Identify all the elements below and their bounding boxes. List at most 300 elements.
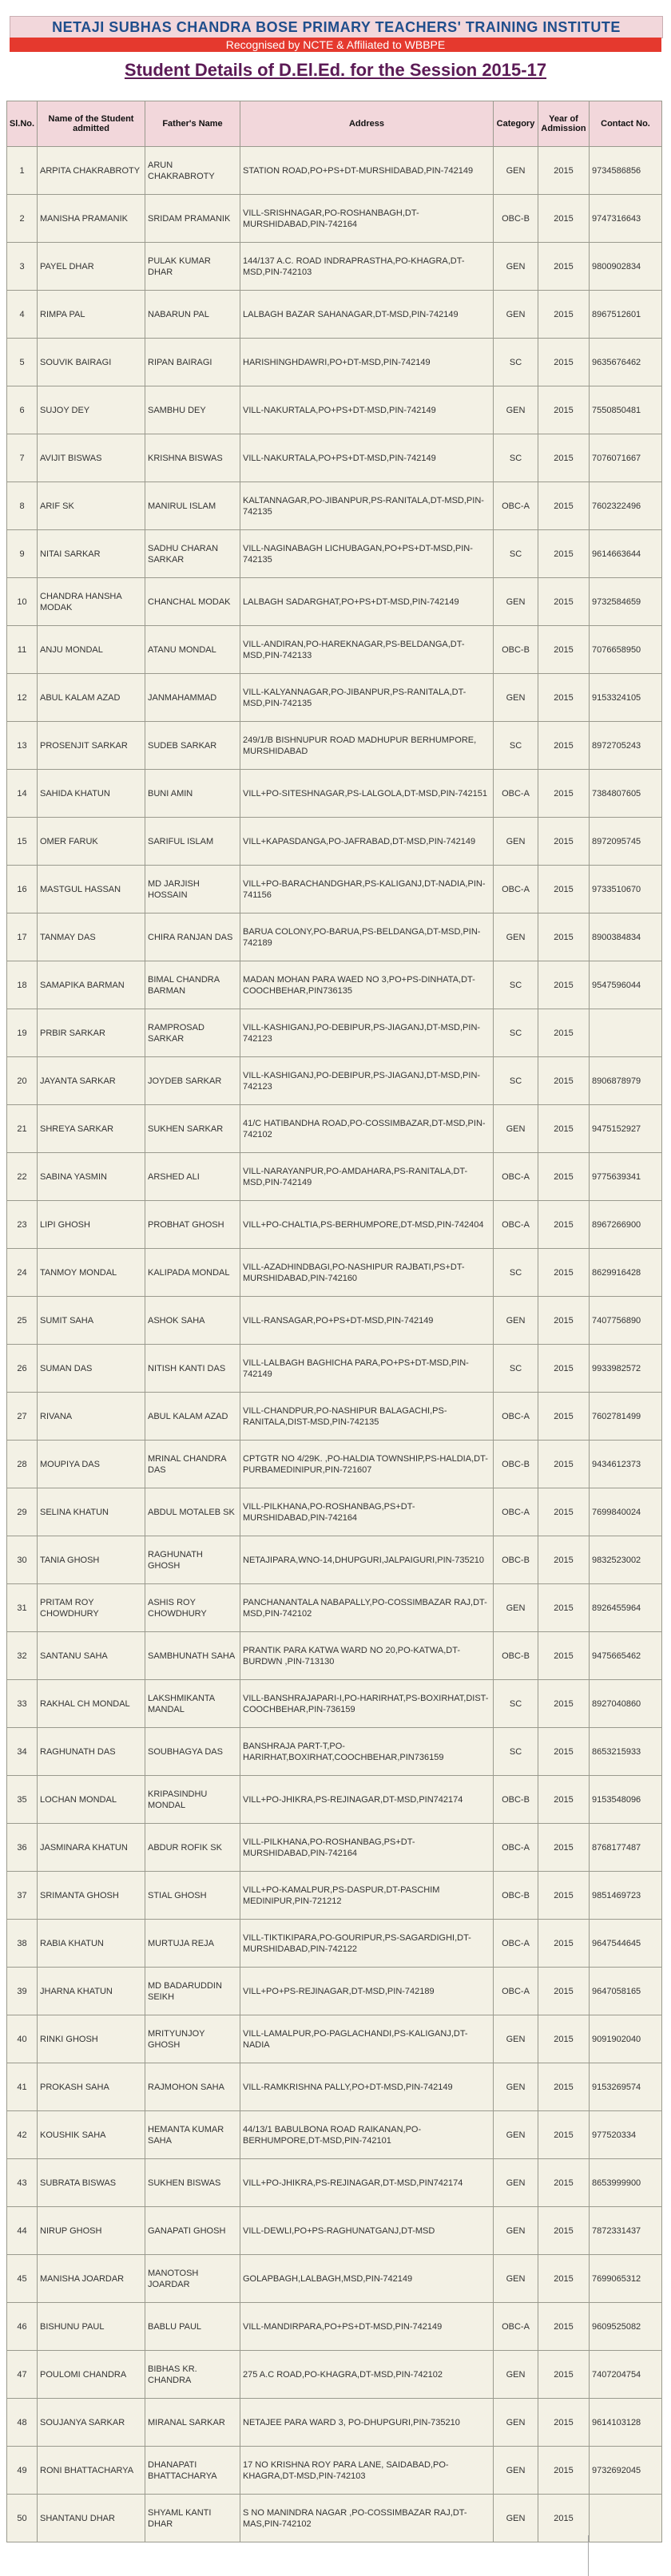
table-row (7, 674, 662, 722)
category-cell: GEN (494, 2447, 538, 2495)
father-name-cell: KRIPASINDHU MONDAL (145, 1776, 240, 1824)
address-cell: PRANTIK PARA KATWA WARD NO 20,PO-KATWA,DT-BURDWN ,PIN-713130 (240, 1632, 494, 1680)
contact-number-cell: 8629916428 (590, 1249, 662, 1297)
table-row (7, 770, 662, 818)
student-name-cell: AVIJIT BISWAS (38, 434, 145, 482)
student-name-cell: MOUPIYA DAS (38, 1441, 145, 1488)
column-header: Name of the Student admitted (38, 101, 145, 147)
category-cell: SC (494, 1345, 538, 1393)
contact-number-cell: 9153269574 (590, 2063, 662, 2111)
category-cell: GEN (494, 2399, 538, 2447)
contact-number-cell: 9635676462 (590, 339, 662, 386)
contact-number-cell: 9732692045 (590, 2447, 662, 2495)
student-name-cell: LOCHAN MONDAL (38, 1776, 145, 1824)
serial-number-cell: 8 (7, 482, 38, 530)
contact-number-cell (590, 2495, 662, 2542)
serial-number-cell: 29 (7, 1488, 38, 1536)
table-row (7, 1201, 662, 1249)
student-name-cell: TANMAY DAS (38, 913, 145, 961)
contact-number-cell: 8653999900 (590, 2159, 662, 2207)
father-name-cell: RAMPROSAD SARKAR (145, 1009, 240, 1057)
admission-year-cell: 2015 (538, 1345, 590, 1393)
serial-number-cell: 34 (7, 1728, 38, 1776)
contact-number-cell: 7602781499 (590, 1393, 662, 1441)
father-name-cell: MIRANAL SARKAR (145, 2399, 240, 2447)
admission-year-cell: 2015 (538, 578, 590, 626)
father-name-cell: SAMBHUNATH SAHA (145, 1632, 240, 1680)
admission-year-cell: 2015 (538, 339, 590, 386)
admission-year-cell: 2015 (538, 1680, 590, 1728)
table-row (7, 530, 662, 578)
table-row (7, 1680, 662, 1728)
address-cell: KALTANNAGAR,PO-JIBANPUR,PS-RANITALA,DT-MSD,PIN-742135 (240, 482, 494, 530)
category-cell: OBC-B (494, 1536, 538, 1584)
serial-number-cell: 22 (7, 1153, 38, 1201)
student-name-cell: SUMAN DAS (38, 1345, 145, 1393)
admission-year-cell: 2015 (538, 1009, 590, 1057)
father-name-cell: SADHU CHARAN SARKAR (145, 530, 240, 578)
serial-number-cell: 45 (7, 2255, 38, 2303)
category-cell: GEN (494, 674, 538, 722)
table-row (7, 1632, 662, 1680)
address-cell: 249/1/B BISHNUPUR ROAD MADHUPUR BERHUMPORE, MURSHIDABAD (240, 722, 494, 770)
contact-number-cell: 9547596044 (590, 961, 662, 1009)
father-name-cell: SUKHEN SARKAR (145, 1105, 240, 1153)
category-cell: GEN (494, 2159, 538, 2207)
address-cell: VILL-KALYANNAGAR,PO-JIBANPUR,PS-RANITALA,DT-MSD,PIN-742135 (240, 674, 494, 722)
category-cell: GEN (494, 1584, 538, 1632)
student-name-cell: SABINA YASMIN (38, 1153, 145, 1201)
address-cell: VILL-DEWLI,PO+PS-RAGHUNATGANJ,DT-MSD (240, 2207, 494, 2255)
category-cell: GEN (494, 2351, 538, 2399)
table-row (7, 2207, 662, 2255)
address-cell: LALBAGH BAZAR SAHANAGAR,DT-MSD,PIN-742149 (240, 291, 494, 339)
address-cell: VILL-NAKURTALA,PO+PS+DT-MSD,PIN-742149 (240, 386, 494, 434)
student-name-cell: PROKASH SAHA (38, 2063, 145, 2111)
contact-number-cell: 9775639341 (590, 1153, 662, 1201)
serial-number-cell: 12 (7, 674, 38, 722)
student-name-cell: RONI BHATTACHARYA (38, 2447, 145, 2495)
student-name-cell: TANIA GHOSH (38, 1536, 145, 1584)
admission-year-cell: 2015 (538, 1536, 590, 1584)
father-name-cell: GANAPATI GHOSH (145, 2207, 240, 2255)
father-name-cell: BUNI AMIN (145, 770, 240, 818)
table-row (7, 1249, 662, 1297)
serial-number-cell: 27 (7, 1393, 38, 1441)
category-cell: GEN (494, 291, 538, 339)
category-cell: SC (494, 530, 538, 578)
serial-number-cell: 15 (7, 818, 38, 866)
address-cell: VILL-TIKTIKIPARA,PO-GOURIPUR,PS-SAGARDIGHI,DT-MURSHIDABAD,PIN-742122 (240, 1920, 494, 1968)
student-name-cell: LIPI GHOSH (38, 1201, 145, 1249)
admission-year-cell: 2015 (538, 1201, 590, 1249)
address-cell: VILL-RAMKRISHNA PALLY,PO+DT-MSD,PIN-742149 (240, 2063, 494, 2111)
address-cell: VILL+KAPASDANGA,PO-JAFRABAD,DT-MSD,PIN-742149 (240, 818, 494, 866)
serial-number-cell: 39 (7, 1968, 38, 2015)
table-row (7, 339, 662, 386)
serial-number-cell: 50 (7, 2495, 38, 2542)
admission-year-cell: 2015 (538, 1920, 590, 1968)
serial-number-cell: 16 (7, 866, 38, 913)
student-name-cell: NIRUP GHOSH (38, 2207, 145, 2255)
table-row (7, 2159, 662, 2207)
contact-number-cell: 9614103128 (590, 2399, 662, 2447)
table-row (7, 1441, 662, 1488)
father-name-cell: MRINAL CHANDRA DAS (145, 1441, 240, 1488)
table-row (7, 1297, 662, 1345)
serial-number-cell: 3 (7, 243, 38, 291)
table-row (7, 2447, 662, 2495)
father-name-cell: KALIPADA MONDAL (145, 1249, 240, 1297)
category-cell: GEN (494, 386, 538, 434)
table-row (7, 1393, 662, 1441)
contact-number-cell: 9732584659 (590, 578, 662, 626)
student-name-cell: CHANDRA HANSHA MODAK (38, 578, 145, 626)
admission-year-cell: 2015 (538, 674, 590, 722)
serial-number-cell: 44 (7, 2207, 38, 2255)
student-name-cell: SAMAPIKA BARMAN (38, 961, 145, 1009)
serial-number-cell: 48 (7, 2399, 38, 2447)
father-name-cell: NABARUN PAL (145, 291, 240, 339)
page-title: Student Details of D.El.Ed. for the Session 2015-17 (124, 60, 547, 80)
student-name-cell: ARPITA CHAKRABROTY (38, 147, 145, 195)
contact-number-cell: 9647058165 (590, 1968, 662, 2015)
column-header: Address (240, 101, 494, 147)
category-cell: OBC-B (494, 1441, 538, 1488)
contact-number-cell: 977520334 (590, 2111, 662, 2159)
contact-number-cell: 9434612373 (590, 1441, 662, 1488)
serial-number-cell: 4 (7, 291, 38, 339)
father-name-cell: ABUL KALAM AZAD (145, 1393, 240, 1441)
address-cell: VILL-ANDIRAN,PO-HAREKNAGAR,PS-BELDANGA,DT-MSD,PIN-742133 (240, 626, 494, 674)
admission-year-cell: 2015 (538, 913, 590, 961)
serial-number-cell: 38 (7, 1920, 38, 1968)
student-name-cell: KOUSHIK SAHA (38, 2111, 145, 2159)
admission-year-cell: 2015 (538, 1297, 590, 1345)
category-cell: OBC-A (494, 1393, 538, 1441)
serial-number-cell: 43 (7, 2159, 38, 2207)
father-name-cell: RAGHUNATH GHOSH (145, 1536, 240, 1584)
admission-year-cell: 2015 (538, 2207, 590, 2255)
student-name-cell: SELINA KHATUN (38, 1488, 145, 1536)
address-cell: VILL-NAGINABAGH LICHUBAGAN,PO+PS+DT-MSD,PIN-742135 (240, 530, 494, 578)
admission-year-cell: 2015 (538, 770, 590, 818)
category-cell: GEN (494, 2063, 538, 2111)
father-name-cell: ASHIS ROY CHOWDHURY (145, 1584, 240, 1632)
father-name-cell: BIBHAS KR. CHANDRA (145, 2351, 240, 2399)
student-name-cell: SUJOY DEY (38, 386, 145, 434)
father-name-cell: SHYAML KANTI DHAR (145, 2495, 240, 2542)
serial-number-cell: 13 (7, 722, 38, 770)
category-cell: SC (494, 434, 538, 482)
admission-year-cell: 2015 (538, 2351, 590, 2399)
admission-year-cell: 2015 (538, 2159, 590, 2207)
address-cell: GOLAPBAGH,LALBAGH,MSD,PIN-742149 (240, 2255, 494, 2303)
admission-year-cell: 2015 (538, 1393, 590, 1441)
address-cell: VILL-SRISHNAGAR,PO-ROSHANBAGH,DT-MURSHIDABAD,PIN-742164 (240, 195, 494, 243)
contact-number-cell: 8927040860 (590, 1680, 662, 1728)
category-cell: SC (494, 722, 538, 770)
table-row (7, 1728, 662, 1776)
student-name-cell: SUMIT SAHA (38, 1297, 145, 1345)
category-cell: GEN (494, 578, 538, 626)
category-cell: OBC-B (494, 626, 538, 674)
father-name-cell: JANMAHAMMAD (145, 674, 240, 722)
admission-year-cell: 2015 (538, 195, 590, 243)
student-name-cell: MASTGUL HASSAN (38, 866, 145, 913)
category-cell: GEN (494, 243, 538, 291)
admission-year-cell: 2015 (538, 1632, 590, 1680)
student-name-cell: BISHUNU PAUL (38, 2303, 145, 2351)
contact-number-cell: 9614663644 (590, 530, 662, 578)
serial-number-cell: 49 (7, 2447, 38, 2495)
recognition-banner (10, 38, 661, 52)
admission-year-cell: 2015 (538, 1057, 590, 1105)
father-name-cell: BABLU PAUL (145, 2303, 240, 2351)
admission-year-cell: 2015 (538, 1105, 590, 1153)
student-name-cell: SOUJANYA SARKAR (38, 2399, 145, 2447)
address-cell: VILL+PO+PS-REJINAGAR,DT-MSD,PIN-742189 (240, 1968, 494, 2015)
contact-number-cell: 9153324105 (590, 674, 662, 722)
admission-year-cell: 2015 (538, 386, 590, 434)
category-cell: OBC-B (494, 1632, 538, 1680)
table-row (7, 1824, 662, 1872)
table-row (7, 2255, 662, 2303)
father-name-cell: SRIDAM PRAMANIK (145, 195, 240, 243)
serial-number-cell: 6 (7, 386, 38, 434)
father-name-cell: BIMAL CHANDRA BARMAN (145, 961, 240, 1009)
student-name-cell: RAKHAL CH MONDAL (38, 1680, 145, 1728)
serial-number-cell: 31 (7, 1584, 38, 1632)
table-row (7, 1584, 662, 1632)
student-name-cell: ANJU MONDAL (38, 626, 145, 674)
contact-number-cell: 8967266900 (590, 1201, 662, 1249)
table-body (7, 147, 662, 2542)
serial-number-cell: 9 (7, 530, 38, 578)
serial-number-cell: 35 (7, 1776, 38, 1824)
serial-number-cell: 11 (7, 626, 38, 674)
serial-number-cell: 37 (7, 1872, 38, 1920)
serial-number-cell: 24 (7, 1249, 38, 1297)
contact-number-cell: 9800902834 (590, 243, 662, 291)
contact-number-cell: 7602322496 (590, 482, 662, 530)
admission-year-cell: 2015 (538, 291, 590, 339)
father-name-cell: ABDUL MOTALEB SK (145, 1488, 240, 1536)
admission-year-cell: 2015 (538, 2495, 590, 2542)
student-table-container (6, 101, 661, 2542)
contact-number-cell: 9851469723 (590, 1872, 662, 1920)
student-name-cell: SANTANU SAHA (38, 1632, 145, 1680)
category-cell: GEN (494, 2111, 538, 2159)
contact-number-cell: 9747316643 (590, 195, 662, 243)
contact-number-cell: 9475665462 (590, 1632, 662, 1680)
table-row (7, 1009, 662, 1057)
category-cell: SC (494, 1057, 538, 1105)
serial-number-cell: 46 (7, 2303, 38, 2351)
category-cell: SC (494, 1009, 538, 1057)
category-cell: GEN (494, 2015, 538, 2063)
admission-year-cell: 2015 (538, 1249, 590, 1297)
student-name-cell: MANISHA JOARDAR (38, 2255, 145, 2303)
student-name-cell: PRITAM ROY CHOWDHURY (38, 1584, 145, 1632)
father-name-cell: CHIRA RANJAN DAS (145, 913, 240, 961)
father-name-cell: LAKSHMIKANTA MANDAL (145, 1680, 240, 1728)
column-header: Category (494, 101, 538, 147)
table-row (7, 291, 662, 339)
student-name-cell: PAYEL DHAR (38, 243, 145, 291)
father-name-cell: NITISH KANTI DAS (145, 1345, 240, 1393)
father-name-cell: MURTUJA REJA (145, 1920, 240, 1968)
student-name-cell: MANISHA PRAMANIK (38, 195, 145, 243)
contact-number-cell: 8972095745 (590, 818, 662, 866)
category-cell: OBC-A (494, 482, 538, 530)
admission-year-cell: 2015 (538, 434, 590, 482)
category-cell: OBC-B (494, 1872, 538, 1920)
address-cell: S NO MANINDRA NAGAR ,PO-COSSIMBAZAR RAJ,DT-MAS,PIN-742102 (240, 2495, 494, 2542)
student-name-cell: PRBIR SARKAR (38, 1009, 145, 1057)
category-cell: GEN (494, 2207, 538, 2255)
institute-name: NETAJI SUBHAS CHANDRA BOSE PRIMARY TEACHERS' TRAINING INSTITUTE (52, 18, 621, 35)
admission-year-cell: 2015 (538, 818, 590, 866)
table-row (7, 961, 662, 1009)
address-cell: VILL-NAKURTALA,PO+PS+DT-MSD,PIN-742149 (240, 434, 494, 482)
category-cell: SC (494, 961, 538, 1009)
student-name-cell: ARIF SK (38, 482, 145, 530)
contact-number-cell: 9475152927 (590, 1105, 662, 1153)
student-name-cell: SHANTANU DHAR (38, 2495, 145, 2542)
student-name-cell: SUBRATA BISWAS (38, 2159, 145, 2207)
admission-year-cell: 2015 (538, 626, 590, 674)
address-cell: HARISHINGHDAWRI,PO+DT-MSD,PIN-742149 (240, 339, 494, 386)
student-name-cell: POULOMI CHANDRA (38, 2351, 145, 2399)
serial-number-cell: 47 (7, 2351, 38, 2399)
serial-number-cell: 14 (7, 770, 38, 818)
category-cell: OBC-A (494, 866, 538, 913)
contact-number-cell: 7384807605 (590, 770, 662, 818)
category-cell: GEN (494, 2255, 538, 2303)
category-cell: OBC-B (494, 195, 538, 243)
category-cell: GEN (494, 818, 538, 866)
admission-year-cell: 2015 (538, 2111, 590, 2159)
contact-number-cell: 8972705243 (590, 722, 662, 770)
student-name-cell: JAYANTA SARKAR (38, 1057, 145, 1105)
contact-number-cell: 8967512601 (590, 291, 662, 339)
address-cell: CPTGTR NO 4/29K. ,PO-HALDIA TOWNSHIP,PS-HALDIA,DT-PURBAMEDINIPUR,PIN-721607 (240, 1441, 494, 1488)
serial-number-cell: 40 (7, 2015, 38, 2063)
table-row (7, 1488, 662, 1536)
address-cell: VILL-KASHIGANJ,PO-DEBIPUR,PS-JIAGANJ,DT-MSD,PIN-742123 (240, 1009, 494, 1057)
serial-number-cell: 30 (7, 1536, 38, 1584)
father-name-cell: JOYDEB SARKAR (145, 1057, 240, 1105)
category-cell: OBC-A (494, 1488, 538, 1536)
serial-number-cell: 33 (7, 1680, 38, 1728)
address-cell: VILL+PO-JHIKRA,PS-REJINAGAR,DT-MSD,PIN742174 (240, 2159, 494, 2207)
student-name-cell: SHREYA SARKAR (38, 1105, 145, 1153)
table-row (7, 434, 662, 482)
father-name-cell: PULAK KUMAR DHAR (145, 243, 240, 291)
father-name-cell: MRITYUNJOY GHOSH (145, 2015, 240, 2063)
address-cell: VILL-PILKHANA,PO-ROSHANBAG,PS+DT-MURSHIDABAD,PIN-742164 (240, 1824, 494, 1872)
table-row (7, 1105, 662, 1153)
category-cell: SC (494, 1728, 538, 1776)
admission-year-cell: 2015 (538, 1584, 590, 1632)
father-name-cell: ASHOK SAHA (145, 1297, 240, 1345)
table-row (7, 2399, 662, 2447)
father-name-cell: ARUN CHAKRABROTY (145, 147, 240, 195)
serial-number-cell: 36 (7, 1824, 38, 1872)
student-name-cell: ABUL KALAM AZAD (38, 674, 145, 722)
father-name-cell: HEMANTA KUMAR SAHA (145, 2111, 240, 2159)
admission-year-cell: 2015 (538, 722, 590, 770)
category-cell: SC (494, 1680, 538, 1728)
serial-number-cell: 21 (7, 1105, 38, 1153)
father-name-cell: STIAL GHOSH (145, 1872, 240, 1920)
serial-number-cell: 28 (7, 1441, 38, 1488)
father-name-cell: SUKHEN BISWAS (145, 2159, 240, 2207)
serial-number-cell: 18 (7, 961, 38, 1009)
table-row (7, 2351, 662, 2399)
contact-number-cell: 8768177487 (590, 1824, 662, 1872)
table-row (7, 913, 662, 961)
table-row (7, 195, 662, 243)
category-cell: SC (494, 339, 538, 386)
serial-number-cell: 1 (7, 147, 38, 195)
serial-number-cell: 17 (7, 913, 38, 961)
student-name-cell: NITAI SARKAR (38, 530, 145, 578)
column-header: Father's Name (145, 101, 240, 147)
student-table (6, 101, 662, 2542)
father-name-cell: ATANU MONDAL (145, 626, 240, 674)
admission-year-cell: 2015 (538, 482, 590, 530)
admission-year-cell: 2015 (538, 2399, 590, 2447)
category-cell: OBC-A (494, 1824, 538, 1872)
address-cell: LALBAGH SADARGHAT,PO+PS+DT-MSD,PIN-742149 (240, 578, 494, 626)
admission-year-cell: 2015 (538, 1872, 590, 1920)
father-name-cell: MD BADARUDDIN SEIKH (145, 1968, 240, 2015)
admission-year-cell: 2015 (538, 1824, 590, 1872)
father-name-cell: DHANAPATI BHATTACHARYA (145, 2447, 240, 2495)
category-cell: OBC-A (494, 2303, 538, 2351)
father-name-cell: KRISHNA BISWAS (145, 434, 240, 482)
table-row (7, 1345, 662, 1393)
category-cell: GEN (494, 1105, 538, 1153)
table-row (7, 1776, 662, 1824)
serial-number-cell: 23 (7, 1201, 38, 1249)
student-name-cell: JASMINARA KHATUN (38, 1824, 145, 1872)
contact-number-cell: 7407204754 (590, 2351, 662, 2399)
address-cell: NETAJIPARA,WNO-14,DHUPGURI,JALPAIGURI,PIN-735210 (240, 1536, 494, 1584)
address-cell: VILL-CHANDPUR,PO-NASHIPUR BALAGACHI,PS-RANITALA,DIST-MSD,PIN-742135 (240, 1393, 494, 1441)
table-row (7, 1968, 662, 2015)
address-cell: BANSHRAJA PART-T,PO-HARIRHAT,BOXIRHAT,COOCHBEHAR,PIN736159 (240, 1728, 494, 1776)
student-name-cell: RIMPA PAL (38, 291, 145, 339)
table-row (7, 818, 662, 866)
address-cell: VILL-KASHIGANJ,PO-DEBIPUR,PS-JIAGANJ,DT-MSD,PIN-742123 (240, 1057, 494, 1105)
serial-number-cell: 42 (7, 2111, 38, 2159)
contact-number-cell: 8906878979 (590, 1057, 662, 1105)
table-row (7, 2063, 662, 2111)
table-row (7, 1536, 662, 1584)
address-cell: VILL-NARAYANPUR,PO-AMDAHARA,PS-RANITALA,DT-MSD,PIN-742149 (240, 1153, 494, 1201)
category-cell: OBC-B (494, 1776, 538, 1824)
address-cell: VILL-LALBAGH BAGHICHA PARA,PO+PS+DT-MSD,PIN-742149 (240, 1345, 494, 1393)
category-cell: OBC-A (494, 1153, 538, 1201)
serial-number-cell: 32 (7, 1632, 38, 1680)
table-row (7, 2303, 662, 2351)
table-row (7, 482, 662, 530)
address-cell: STATION ROAD,PO+PS+DT-MURSHIDABAD,PIN-742149 (240, 147, 494, 195)
contact-number-cell: 7699065312 (590, 2255, 662, 2303)
